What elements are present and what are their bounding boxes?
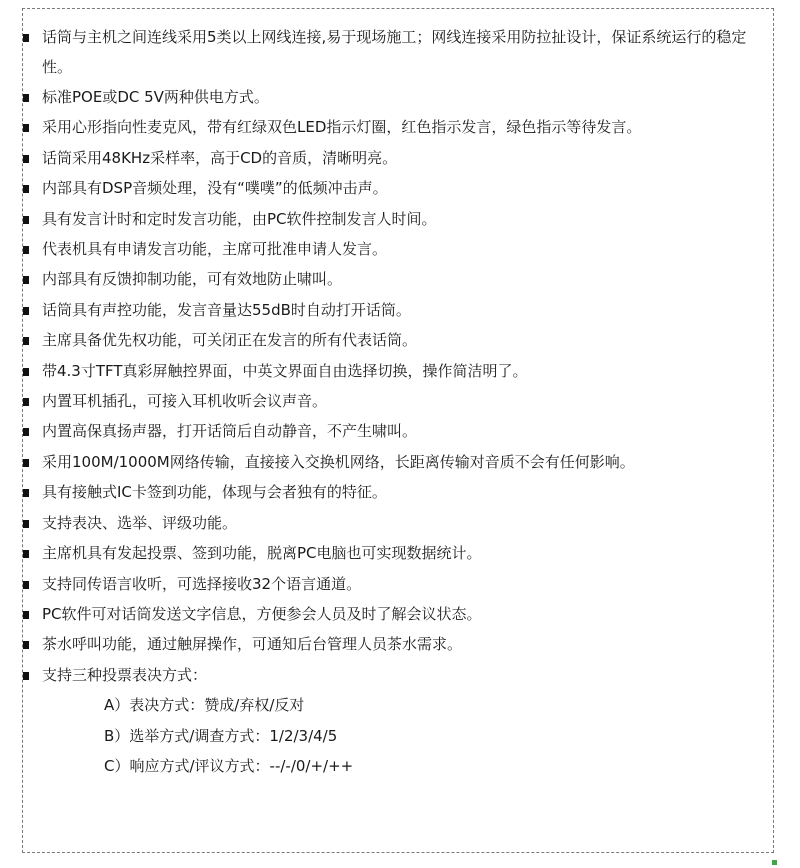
voting-mode-item: A）表决方式：赞成/弃权/反对: [104, 696, 305, 715]
feature-text: 采用100M/1000M网络传输，直接接入交换机网络，长距离传输对音质不会有任何影响。: [42, 452, 635, 471]
bullet-square-icon: [23, 398, 29, 406]
feature-text: 代表机具有申请发言功能，主席可批准申请人发言。: [42, 240, 388, 259]
bullet-square-icon: [23, 34, 29, 42]
voting-mode-item: B）选举方式/调查方式：1/2/3/4/5: [104, 726, 338, 745]
bullet-square-icon: [23, 155, 29, 163]
feature-item: [23, 112, 775, 142]
feature-item: [23, 416, 775, 446]
feature-item: [23, 508, 775, 538]
feature-text: 主席具备优先权功能，可关闭正在发言的所有代表话筒。: [42, 331, 418, 350]
feature-text: 具有发言计时和定时发言功能，由PC软件控制发言人时间。: [42, 209, 437, 228]
voting-mode-item: C）响应方式/评议方式：--/-/0/+/++: [104, 756, 354, 775]
feature-text: 支持三种投票表决方式：: [42, 665, 208, 684]
feature-text: 采用心形指向性麦克风，带有红绿双色LED指示灯圈，红色指示发言，绿色指示等待发言。: [42, 118, 642, 137]
feature-item: [23, 173, 775, 203]
bullet-square-icon: [23, 246, 29, 254]
bullet-square-icon: [23, 672, 29, 680]
spec-frame: [22, 8, 774, 853]
feature-text: 茶水呼叫功能，通过触屏操作，可通知后台管理人员茶水需求。: [42, 635, 463, 654]
feature-text: 标准POE或DC 5V两种供电方式。: [42, 88, 269, 106]
bullet-square-icon: [23, 520, 29, 528]
feature-text: 支持表决、选举、评级功能。: [42, 513, 238, 532]
feature-item: [23, 234, 775, 264]
feature-item: [23, 204, 775, 234]
feature-item: [23, 629, 775, 659]
feature-text: 话筒具有声控功能，发言音量达55dB时自动打开话筒。: [42, 300, 411, 319]
bullet-square-icon: [23, 216, 29, 224]
bullet-square-icon: [23, 489, 29, 497]
feature-text: 具有接触式IC卡签到功能，体现与会者独有的特征。: [42, 483, 387, 502]
feature-item: [23, 569, 775, 599]
bullet-square-icon: [23, 611, 29, 619]
bullet-square-icon: [23, 185, 29, 193]
bullet-square-icon: [23, 641, 29, 649]
feature-text: PC软件可对话筒发送文字信息，方便参会人员及时了解会议状态。: [42, 604, 482, 623]
feature-text: 内置耳机插孔，可接入耳机收听会议声音。: [42, 392, 328, 411]
bullet-square-icon: [23, 368, 29, 376]
feature-text: 内置高保真扬声器，打开话筒后自动静音，不产生啸叫。: [42, 422, 418, 441]
feature-text: 主席机具有发起投票、签到功能，脱离PC电脑也可实现数据统计。: [42, 544, 482, 563]
bullet-square-icon: [23, 307, 29, 315]
feature-text: 带4.3寸TFT真彩屏触控界面，中英文界面自由选择切换，操作简洁明了。: [42, 361, 528, 380]
bullet-square-icon: [23, 459, 29, 467]
voting-mode-list: [42, 690, 767, 781]
feature-item: [23, 660, 775, 782]
feature-list: [23, 22, 775, 781]
bullet-square-icon: [23, 428, 29, 436]
feature-item: [23, 264, 775, 294]
feature-item: [23, 477, 775, 507]
bullet-square-icon: [23, 337, 29, 345]
feature-item: [23, 386, 775, 416]
feature-item: [23, 295, 775, 325]
feature-item: [23, 356, 775, 386]
feature-text: 内部具有反馈抑制功能，可有效地防止啸叫。: [42, 270, 343, 289]
bullet-square-icon: [23, 94, 29, 102]
feature-item: [23, 447, 775, 477]
feature-item: [23, 143, 775, 173]
feature-text: 话筒采用48KHz采样率，高于CD的音质，清晰明亮。: [42, 148, 398, 167]
feature-item: [23, 325, 775, 355]
feature-text: 内部具有DSP音频处理，没有“噗噗”的低频冲击声。: [42, 179, 388, 198]
feature-item: [23, 22, 775, 82]
bullet-square-icon: [23, 550, 29, 558]
feature-text: 话筒与主机之间连线采用5类以上网线连接,易于现场施工；网线连接采用防拉扯设计，保证系统运行的稳定性。: [42, 28, 747, 76]
feature-item: [23, 599, 775, 629]
bullet-square-icon: [23, 276, 29, 284]
bullet-square-icon: [23, 581, 29, 589]
feature-item: [23, 538, 775, 568]
feature-text: 支持同传语言收听，可选择接收32个语言通道。: [42, 574, 362, 593]
feature-item: [23, 82, 775, 112]
bullet-square-icon: [23, 124, 29, 132]
corner-mark-icon: [772, 860, 777, 865]
